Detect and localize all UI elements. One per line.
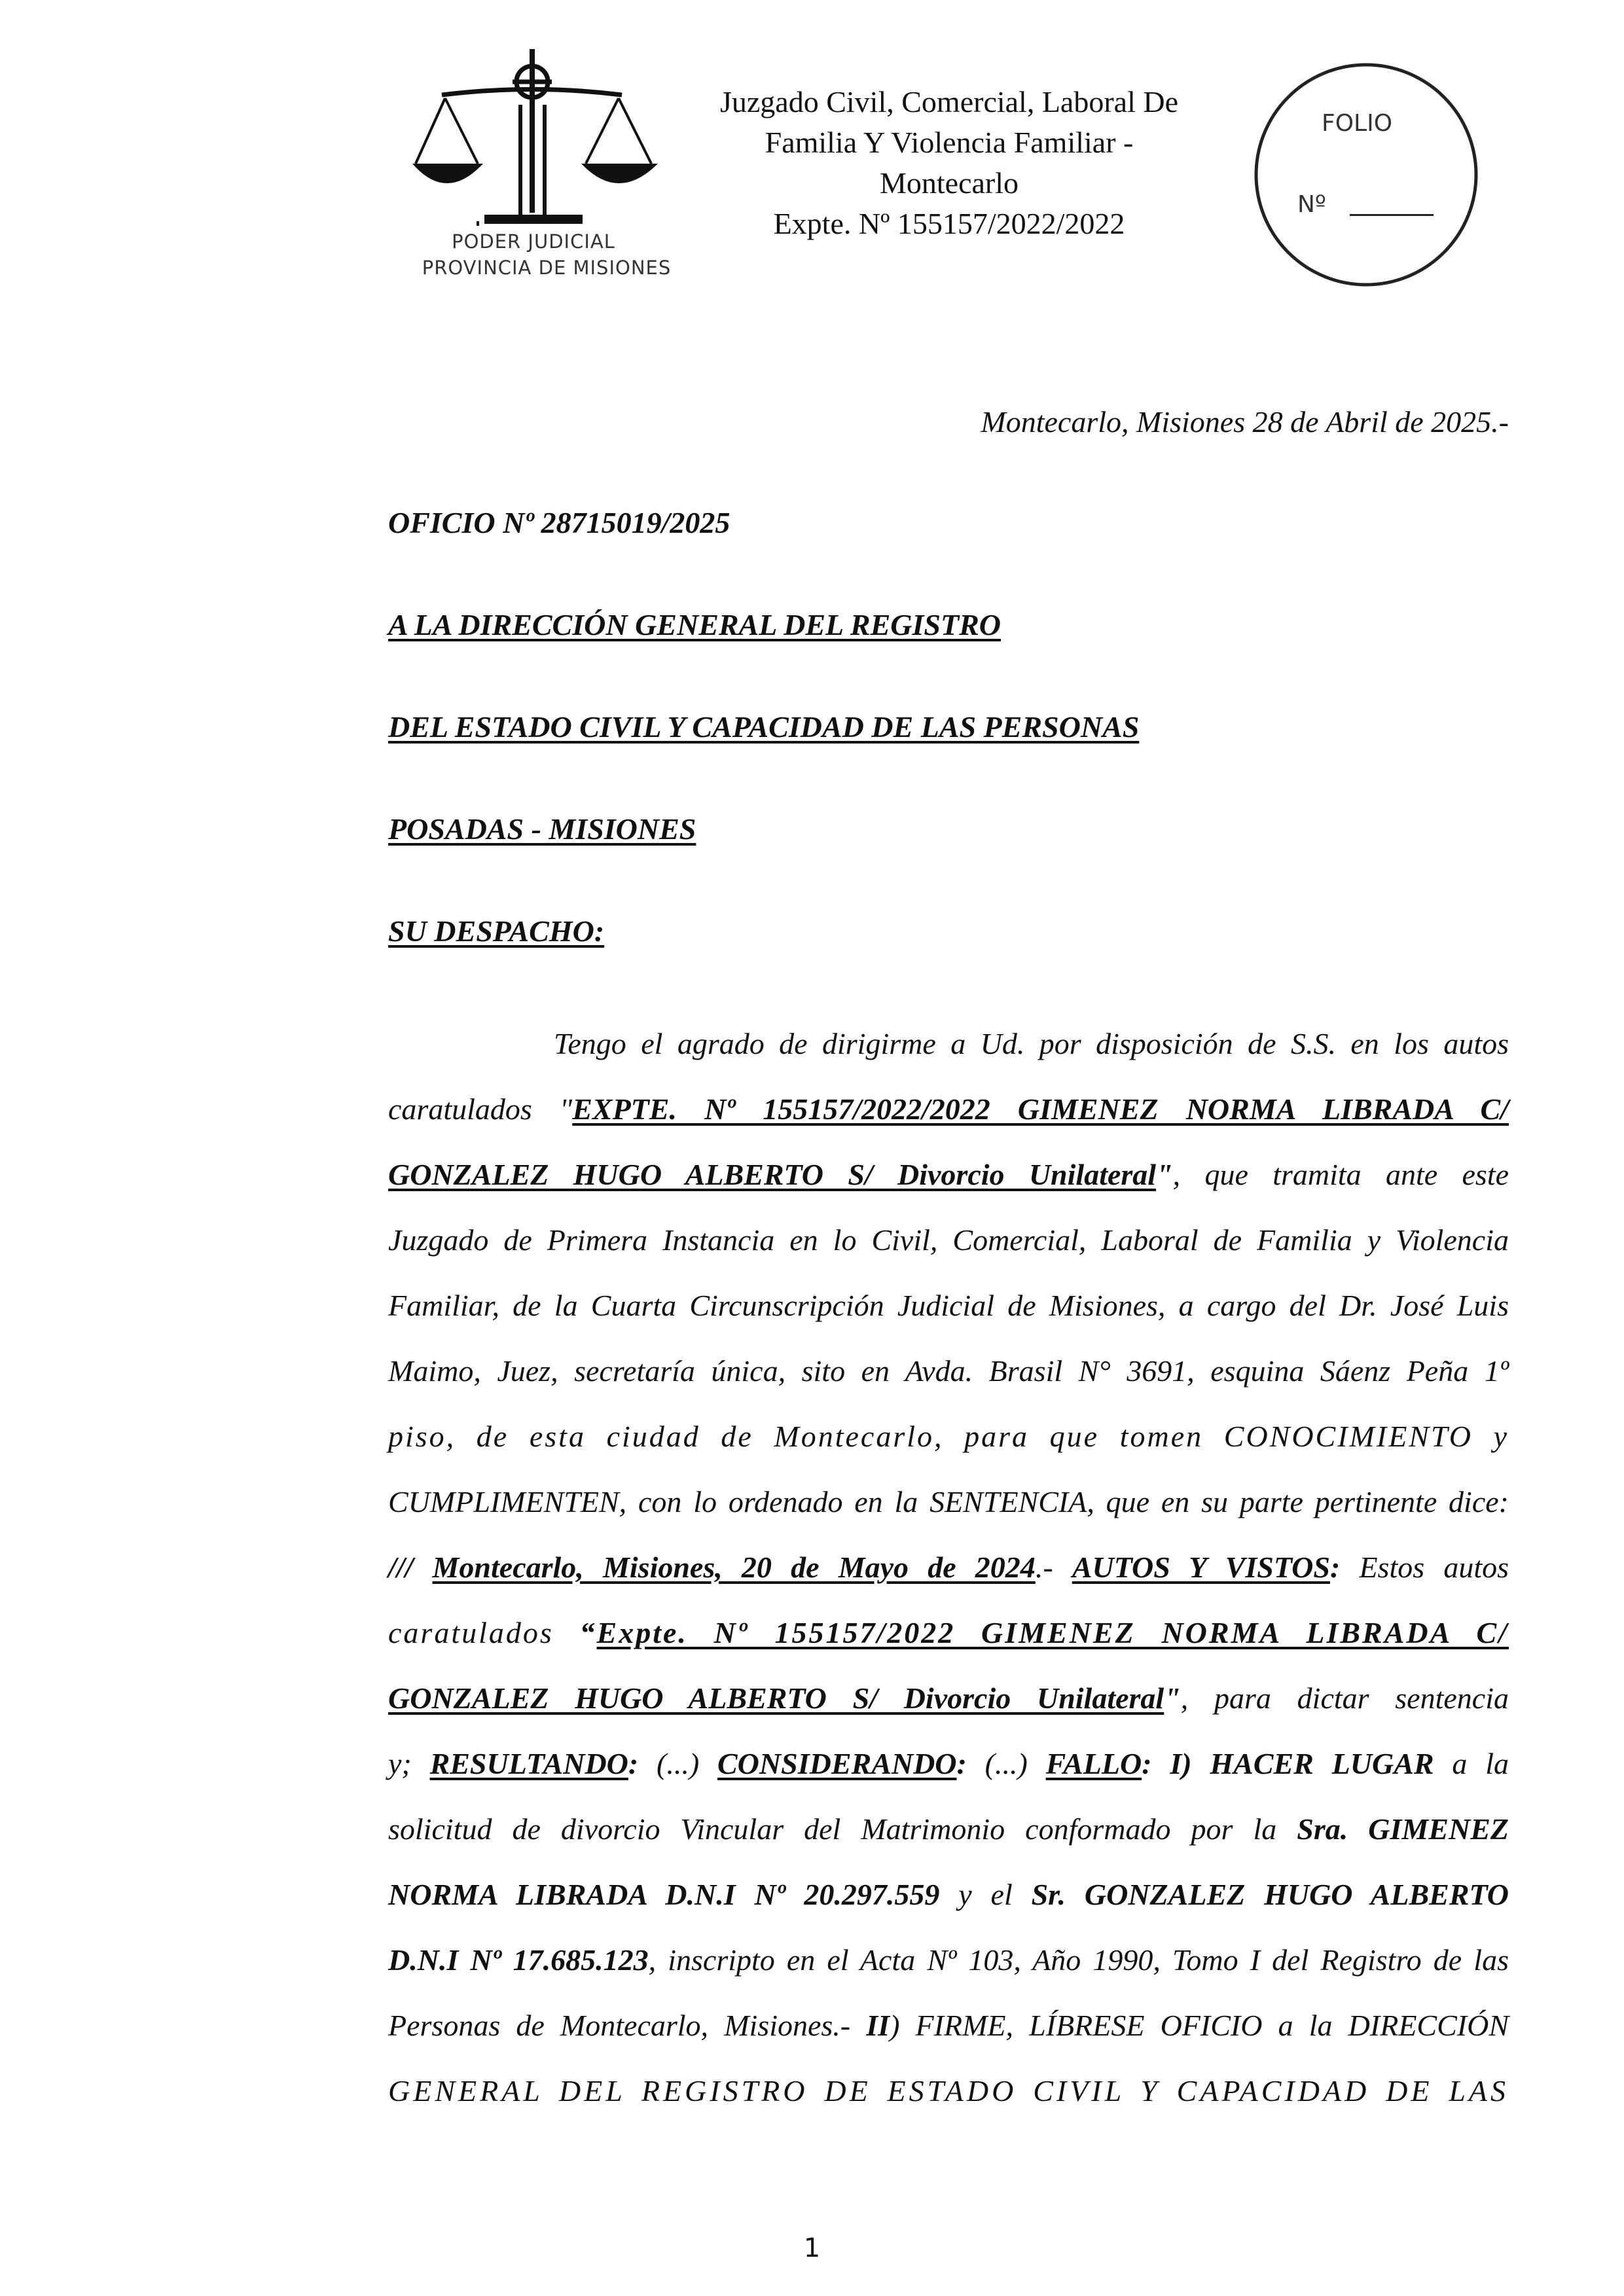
- address-line3: POSADAS - MISIONES: [388, 812, 696, 846]
- body-line: solicitud de divorcio Vincular del Matrimonio conformado por la Sra. GIMENEZ: [388, 1812, 1509, 1846]
- sentence-date: Montecarlo, Misiones, 20 de Mayo de 2024: [432, 1551, 1036, 1584]
- court-heading-line1: Juzgado Civil, Comercial, Laboral De: [719, 85, 1179, 118]
- folio-circle-icon: [1252, 60, 1481, 289]
- folio-blank-line: [1350, 214, 1434, 216]
- page-number: 1: [803, 2233, 821, 2263]
- oficio-number: OFICIO Nº 28715019/2025: [388, 506, 731, 539]
- body-line: GENERAL DEL REGISTRO DE ESTADO CIVIL Y CAPACIDAD DE LAS: [388, 2074, 1509, 2108]
- folio-stamp: [1252, 60, 1481, 289]
- body-line: Juzgado de Primera Instancia en lo Civil, Comercial, Laboral de Familia y Violencia: [388, 1223, 1509, 1257]
- fallo: FALLO: [1045, 1747, 1142, 1780]
- case-number: Expte. Nº 155157/2022/2022: [773, 207, 1125, 240]
- date-line: Montecarlo, Misiones 28 de Abril de 2025.-: [981, 405, 1509, 439]
- body-line: CUMPLIMENTEN, con lo ordenado en la SENTENCIA, que en su parte pertinente dice:: [388, 1485, 1509, 1518]
- body-line: NORMA LIBRADA D.N.I Nº 20.297.559 y el Sr. GONZALEZ HUGO ALBERTO: [388, 1878, 1509, 1911]
- scales-of-justice-icon: [406, 46, 687, 236]
- autos-y-vistos: AUTOS Y VISTOS: [1072, 1551, 1330, 1584]
- body-line: D.N.I Nº 17.685.123, inscripto en el Acta Nº 103, Año 1990, Tomo I del Registro de las: [388, 1943, 1509, 1977]
- case-title: EXPTE. Nº 155157/2022/2022 GIMENEZ NORMA LIBRADA C/: [572, 1092, 1509, 1126]
- body-paragraph: [388, 1011, 1509, 2124]
- address-line1: A LA DIRECCIÓN GENERAL DEL REGISTRO: [388, 608, 1001, 641]
- body-line: Maimo, Juez, secretaría única, sito en Avda. Brasil N° 3691, esquina Sáenz Peña 1º: [388, 1354, 1509, 1388]
- folio-label: FOLIO: [1322, 110, 1393, 137]
- judicial-logo: [406, 46, 687, 288]
- body-line: Familiar, de la Cuarta Circunscripción Judicial de Misiones, a cargo del Dr. José Luis: [388, 1289, 1509, 1322]
- logo-caption-line2: PROVINCIA DE MISIONES: [422, 257, 672, 279]
- address-line4: SU DESPACHO:: [388, 914, 605, 948]
- body-line: y; RESULTANDO: (...) CONSIDERANDO: (...) FALLO: I) HACER LUGAR a la: [388, 1747, 1509, 1780]
- body-line: Personas de Montecarlo, Misiones.- II) FIRME, LÍBRESE OFICIO a la DIRECCIÓN: [388, 2009, 1509, 2042]
- resultando: RESULTANDO: [429, 1747, 628, 1780]
- court-heading-line2: Familia Y Violencia Familiar -: [765, 126, 1134, 159]
- body-line: caratulados "EXPTE. Nº 155157/2022/2022 GIMENEZ NORMA LIBRADA C/: [388, 1092, 1509, 1126]
- body-line: /// Montecarlo, Misiones, 20 de Mayo de 2024.- AUTOS Y VISTOS: Estos autos: [388, 1551, 1509, 1584]
- case-title-2: Expte. Nº 155157/2022 GIMENEZ NORMA LIBRADA C/: [596, 1616, 1509, 1649]
- body-line: GONZALEZ HUGO ALBERTO S/ Divorcio Unilateral", para dictar sentencia: [388, 1681, 1509, 1715]
- logo-caption-line1: PODER JUDICIAL: [452, 230, 615, 253]
- case-title-2-cont: GONZALEZ HUGO ALBERTO S/ Divorcio Unilateral: [388, 1681, 1164, 1715]
- body-line: caratulados “Expte. Nº 155157/2022 GIMENEZ NORMA LIBRADA C/: [388, 1616, 1509, 1649]
- court-heading: [694, 82, 1204, 244]
- folio-number-label: Nº: [1297, 191, 1326, 218]
- body-line: GONZALEZ HUGO ALBERTO S/ Divorcio Unilateral", que tramita ante este: [388, 1158, 1509, 1191]
- considerando: CONSIDERANDO: [717, 1747, 957, 1780]
- body-line: Tengo el agrado de dirigirme a Ud. por disposición de S.S. en los autos: [554, 1027, 1509, 1060]
- body-line: piso, de esta ciudad de Montecarlo, para que tomen CONOCIMIENTO y: [388, 1420, 1509, 1453]
- address-line2: DEL ESTADO CIVIL Y CAPACIDAD DE LAS PERSONAS: [388, 710, 1140, 744]
- case-title-cont: GONZALEZ HUGO ALBERTO S/ Divorcio Unilateral: [388, 1158, 1157, 1191]
- court-heading-line3: Montecarlo: [879, 166, 1019, 200]
